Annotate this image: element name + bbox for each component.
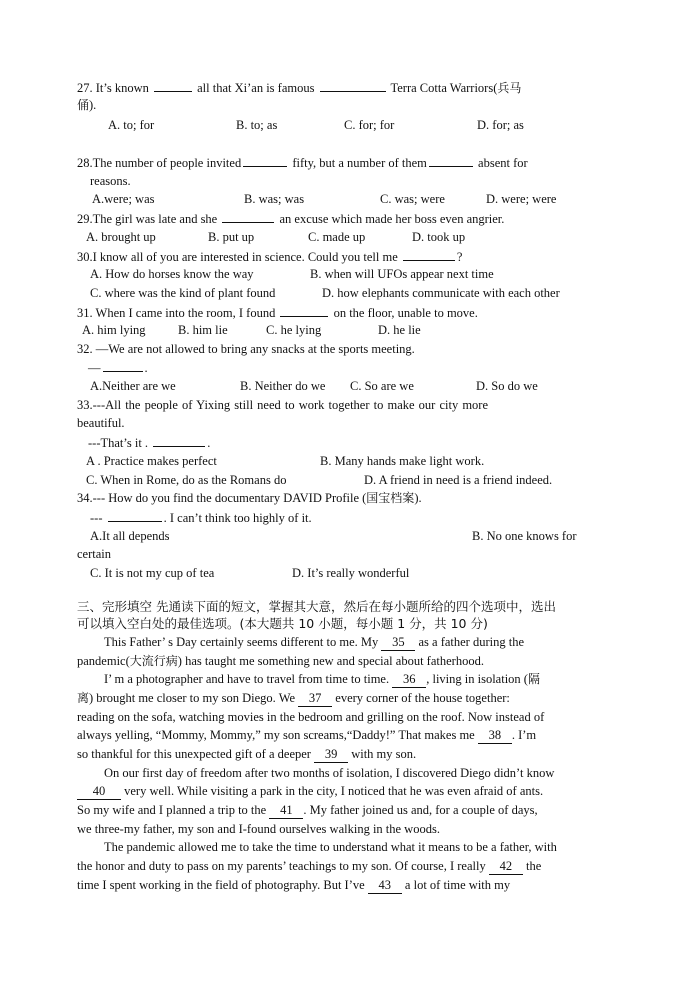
passage-text: so thankful for this unexpected gift of a deeper: [77, 747, 311, 761]
q29-blank[interactable]: [222, 210, 274, 223]
q34-option-b[interactable]: B. No one knows for: [472, 529, 577, 543]
q33-period: .: [207, 436, 211, 450]
passage-line-10: [77, 802, 538, 819]
q29-option-b[interactable]: B. put up: [208, 230, 255, 244]
passage-line-4: [77, 690, 510, 707]
q32-line1: 32. —We are not allowed to bring any snacks at the sports meeting.: [77, 342, 415, 356]
q33-option-b[interactable]: B. Many hands make light work.: [320, 454, 485, 468]
passage-text: ) brought me closer to my son Diego. We: [89, 691, 296, 705]
q30-stem-end: ?: [456, 250, 463, 264]
passage-text: time I spent working in the field of photography. But I’ve: [77, 878, 365, 892]
passage-line-6: [77, 727, 536, 744]
passage-text: the: [525, 859, 542, 873]
q34-option-b-cont: certain: [77, 547, 112, 561]
passage-text: every corner of the house together:: [335, 691, 510, 705]
q28-blank-2[interactable]: [429, 154, 473, 167]
q33-option-a[interactable]: A . Practice makes perfect: [86, 454, 217, 468]
q27-option-b[interactable]: B. to; as: [236, 118, 278, 132]
passage-chinese-term-cont: 离: [77, 691, 90, 705]
q31-option-d[interactable]: D. he lie: [378, 323, 421, 337]
q33-line3: [88, 434, 210, 451]
passage-text: So my wife and I planned a trip to the: [77, 803, 267, 817]
passage-line-9: [77, 783, 543, 800]
q29-option-c[interactable]: C. made up: [308, 230, 366, 244]
q27-line2: [77, 97, 96, 113]
q30-stem-start: 30.I know all of you are interested in science. Could you tell me: [77, 250, 398, 264]
q28-stem-end: absent for: [478, 156, 528, 170]
blank-39[interactable]: 39: [314, 746, 348, 763]
blank-37[interactable]: 37: [298, 690, 332, 707]
q29-line1: [77, 210, 504, 227]
passage-text: very well. While visiting a park in the city, I noticed that he was even afraid of ants.: [124, 784, 544, 798]
q31-blank[interactable]: [280, 304, 328, 317]
passage-text: the honor and duty to pass on my parents’ teachings to my son. Of course, I really: [77, 859, 486, 873]
q27-option-d[interactable]: D. for; as: [477, 118, 524, 132]
q28-blank-1[interactable]: [243, 154, 287, 167]
q34-option-a[interactable]: A.It all depends: [90, 529, 170, 543]
q30-option-d[interactable]: D. how elephants communicate with each other: [322, 286, 560, 300]
q33-stem: ---That’s it .: [88, 436, 149, 450]
section-heading-line2: 可以填入空白处的最佳选项。(本大题共 10 小题，每小题 1 分，共 10 分): [77, 616, 488, 631]
q34-option-c[interactable]: C. It is not my cup of tea: [90, 566, 215, 580]
q31-option-b[interactable]: B. him lie: [178, 323, 228, 337]
blank-36[interactable]: 36: [392, 671, 426, 688]
q27-chinese-term: 兵马: [497, 81, 522, 95]
q28-option-b[interactable]: B. was; was: [244, 192, 305, 206]
blank-41[interactable]: 41: [269, 802, 303, 819]
q28-stem-start: 28.The number of people invited: [77, 156, 242, 170]
q32-option-a[interactable]: A.Neither are we: [90, 379, 176, 393]
q34-stem-end: . I can’t think too highly of it.: [163, 511, 312, 525]
passage-line-7: [77, 746, 416, 763]
q30-option-c[interactable]: C. where was the kind of plant found: [90, 286, 276, 300]
q30-option-b[interactable]: B. when will UFOs appear next time: [310, 267, 494, 281]
q33-blank[interactable]: [153, 434, 205, 447]
q27-line1: [77, 79, 521, 96]
passage-text: pandemic(: [77, 654, 130, 668]
q29-option-d[interactable]: D. took up: [412, 230, 466, 244]
section-heading-line1: 三、完形填空 先通读下面的短文，掌握其大意，然后在每小题所给的四个选项中，选出: [77, 599, 556, 614]
q30-blank[interactable]: [403, 248, 455, 261]
q28-stem-mid: fifty, but a number of them: [292, 156, 427, 170]
q29-stem-start: 29.The girl was late and she: [77, 212, 218, 226]
q27-stem-mid: all that Xi’an is famous: [197, 81, 315, 95]
q29-stem-end: an excuse which made her boss even angrier.: [279, 212, 505, 226]
blank-35[interactable]: 35: [381, 634, 415, 651]
passage-text: a lot of time with my: [404, 878, 511, 892]
q28-option-c[interactable]: C. was; were: [380, 192, 445, 206]
blank-42[interactable]: 42: [489, 858, 523, 875]
q34-stem-close: ).: [414, 491, 422, 505]
passage-line-12: The pandemic allowed me to take the time to understand what it means to be a father, with: [104, 840, 557, 854]
q33-line2: beautiful.: [77, 416, 125, 430]
q27-option-c[interactable]: C. for; for: [344, 118, 395, 132]
blank-40[interactable]: 40: [77, 783, 121, 800]
passage-line-14: [77, 877, 510, 894]
passage-text: as a father during the: [418, 635, 524, 649]
q34-option-d[interactable]: D. It’s really wonderful: [292, 566, 410, 580]
q28-option-d[interactable]: D. were; were: [486, 192, 557, 206]
q31-stem-end: on the floor, unable to move.: [333, 306, 478, 320]
passage-line-8: On our first day of freedom after two months of isolation, I discovered Diego didn’t know: [104, 766, 555, 780]
passage-text: I’ m a photographer and have to travel from time to time.: [104, 672, 390, 686]
q34-blank[interactable]: [108, 509, 162, 522]
q30-option-a[interactable]: A. How do horses know the way: [90, 267, 254, 281]
q30-line1: [77, 248, 462, 265]
passage-chinese-term: 隔: [527, 672, 540, 686]
q31-line1: [77, 304, 478, 321]
q29-option-a[interactable]: A. brought up: [86, 230, 156, 244]
passage-text: . I’m: [511, 728, 537, 742]
passage-line-11: we three-my father, my son and I-found ourselves walking in the woods.: [77, 822, 440, 836]
passage-line-5: reading on the sofa, watching movies in the bedroom and grilling on the roof. Now instead of: [77, 710, 545, 724]
q33-option-d[interactable]: D. A friend in need is a friend indeed.: [364, 473, 553, 487]
q28-option-a[interactable]: A.were; was: [92, 192, 155, 206]
passage-text: This Father’ s Day certainly seems different to me. My: [104, 635, 379, 649]
passage-line-2: [77, 653, 484, 669]
q27-stem-start: 27. It’s known: [77, 81, 149, 95]
passage-line-1: [104, 634, 524, 651]
q31-option-c[interactable]: C. he lying: [266, 323, 322, 337]
blank-43[interactable]: 43: [368, 877, 402, 894]
q32-dash: —: [88, 361, 101, 375]
q27-stem-end: Terra Cotta Warriors(: [390, 81, 498, 95]
q32-option-b[interactable]: B. Neither do we: [240, 379, 326, 393]
q32-line2: [88, 359, 148, 376]
blank-38[interactable]: 38: [478, 727, 512, 744]
q28-line1: [77, 154, 528, 171]
q31-stem-start: 31. When I came into the room, I found: [77, 306, 276, 320]
q27-blank-2[interactable]: [320, 79, 386, 92]
q33-line1: 33.---All the people of Yixing still need to work together to make our city more: [77, 398, 489, 412]
passage-text: , living in isolation (: [426, 672, 528, 686]
passage-text: . My father joined us and, for a couple of days,: [303, 803, 538, 817]
q34-line1: [77, 490, 422, 506]
passage-line-3: [104, 671, 540, 688]
q32-blank[interactable]: [103, 359, 143, 372]
q34-line2: [90, 509, 312, 526]
passage-line-13: [77, 858, 541, 875]
passage-text: with my son.: [351, 747, 417, 761]
q32-option-d[interactable]: D. So do we: [476, 379, 538, 393]
q34-chinese-term: 国宝档案: [366, 491, 415, 505]
q27-option-a[interactable]: A. to; for: [108, 118, 155, 132]
passage-text: ) has taught me something new and special about fatherhood.: [177, 654, 484, 668]
passage-chinese-term: 大流行病: [129, 654, 178, 668]
q27-chinese-term-cont: 俑: [77, 98, 90, 112]
q32-option-c[interactable]: C. So are we: [350, 379, 414, 393]
q33-option-c[interactable]: C. When in Rome, do as the Romans do: [86, 473, 287, 487]
q27-stem-close: ).: [89, 98, 97, 112]
q27-blank-1[interactable]: [154, 79, 192, 92]
q28-line2: reasons.: [90, 174, 131, 188]
q32-period: .: [144, 361, 148, 375]
passage-text: always yelling, “Mommy, Mommy,” my son screams,“Daddy!” That makes me: [77, 728, 475, 742]
q34-stem-start: 34.--- How do you find the documentary DAVID Profile (: [77, 491, 367, 505]
q34-dashes: ---: [90, 511, 103, 525]
q31-option-a[interactable]: A. him lying: [82, 323, 146, 337]
